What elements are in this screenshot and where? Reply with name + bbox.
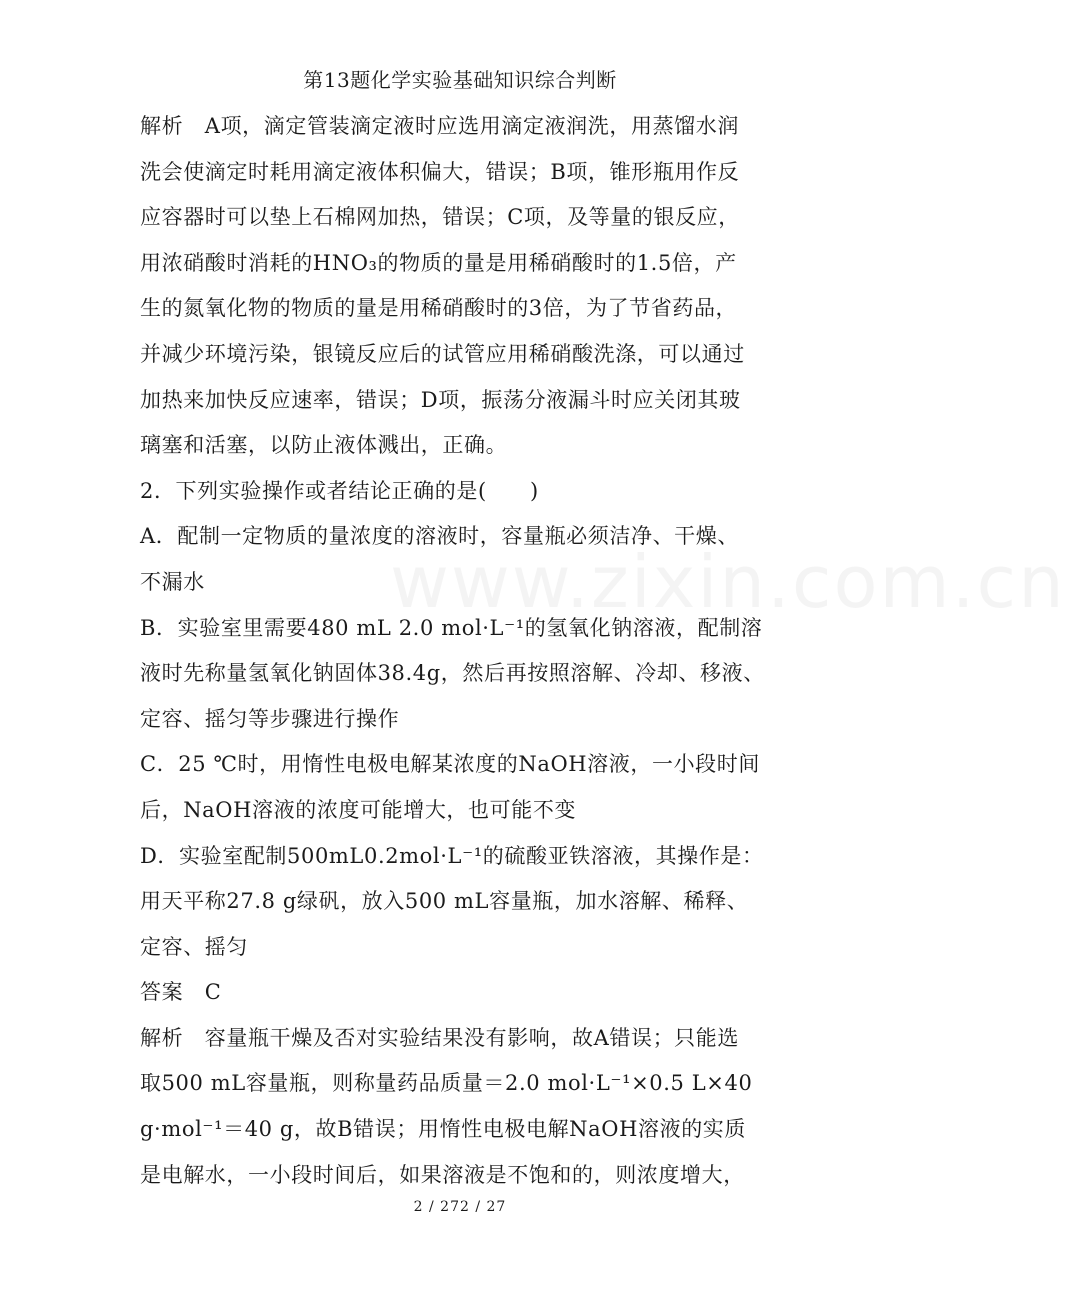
page-title: 第13题化学实验基础知识综合判断 bbox=[303, 68, 617, 92]
option-c-cont: 后，NaOH溶液的浓度可能增大，也可能不变 bbox=[140, 797, 577, 822]
option-d-cont: 定容、摇匀 bbox=[140, 934, 248, 959]
document-body bbox=[140, 104, 800, 1198]
explanation-line: 是电解水，一小段时间后，如果溶液是不饱和的，则浓度增大， bbox=[140, 1162, 745, 1187]
option-d: D．实验室配制500mL0.2mol·L⁻¹的硫酸亚铁溶液，其操作是： bbox=[140, 843, 764, 868]
text-line: 生的氮氧化物的物质的量是用稀硝酸时的3倍，为了节省药品， bbox=[140, 296, 738, 321]
explanation-line: g·mol⁻¹＝40 g，故B错误；用惰性电极电解NaOH溶液的实质 bbox=[140, 1117, 746, 1142]
option-a: A．配制一定物质的量浓度的溶液时，容量瓶必须洁净、干燥、 bbox=[140, 524, 739, 549]
text-line: 应容器时可以垫上石棉网加热，错误；C项，及等量的银反应， bbox=[140, 205, 740, 230]
text-line: 璃塞和活塞，以防止液体溅出，正确。 bbox=[140, 433, 508, 458]
page-number: 2 / 272 / 27 bbox=[413, 1199, 507, 1215]
option-b-cont: 液时先称量氢氧化钠固体38.4g，然后再按照溶解、冷却、移液、 bbox=[140, 661, 765, 686]
option-b: B．实验室里需要480 mL 2.0 mol·L⁻¹的氢氧化钠溶液，配制溶 bbox=[140, 615, 763, 640]
text-line: 并减少环境污染，银镜反应后的试管应用稀硝酸洗涤，可以通过 bbox=[140, 341, 745, 366]
text-line: 解析 A项，滴定管装滴定液时应选用滴定液润洗，用蒸馏水润 bbox=[140, 114, 739, 138]
text-line: 用浓硝酸时消耗的HNO₃的物质的量是用稀硝酸时的1.5倍，产 bbox=[140, 250, 737, 275]
option-b-cont: 定容、摇匀等步骤进行操作 bbox=[140, 706, 400, 731]
option-d-cont: 用天平称27.8 g绿矾，放入500 mL容量瓶，加水溶解、稀释、 bbox=[140, 889, 749, 914]
explanation-line: 取500 mL容量瓶，则称量药品质量＝2.0 mol·L⁻¹×0.5 L×40 bbox=[140, 1071, 753, 1096]
explanation-line: 解析 容量瓶干燥及否对实验结果没有影响，故A错误；只能选 bbox=[140, 1025, 739, 1050]
text-line: 洗会使滴定时耗用滴定液体积偏大，错误；B项，锥形瓶用作反 bbox=[140, 159, 740, 184]
option-c: C．25 ℃时，用惰性电极电解某浓度的NaOH溶液，一小段时间 bbox=[140, 752, 760, 777]
answer-line: 答案 C bbox=[140, 980, 222, 1005]
option-a-cont: 不漏水 bbox=[140, 569, 205, 594]
text-line: 加热来加快反应速率，错误；D项，振荡分液漏斗时应关闭其玻 bbox=[140, 387, 741, 412]
watermark: www.zixin.com.cn bbox=[390, 540, 1066, 624]
question-stem: 2．下列实验操作或者结论正确的是( ) bbox=[140, 478, 539, 503]
